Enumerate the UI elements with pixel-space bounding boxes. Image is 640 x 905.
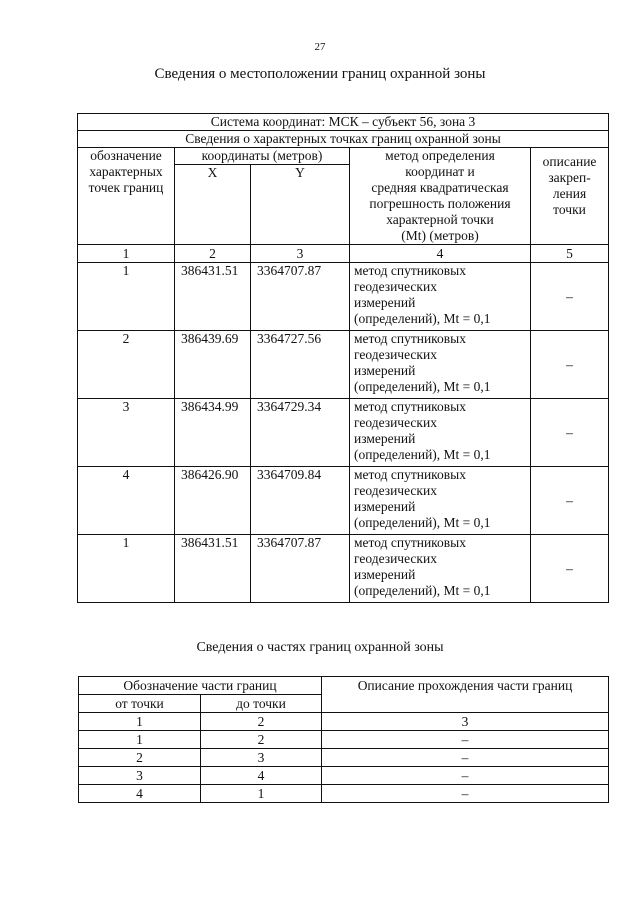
page-title: Сведения о местоположении границ охранной зоны [154,66,486,82]
point-id: 1 [78,263,175,331]
table-row [78,331,609,399]
method-cell: метод спутниковых геодезических измерений (определений), Mt = 0,1 [350,467,531,535]
method-header: метод определения координат и средняя квадратическая погрешность положения характерной точки (Mt) (метров) [350,148,531,245]
from-point-cell: 4 [79,785,201,803]
column-number: 1 [79,713,201,731]
method-cell: метод спутниковых геодезических измерений (определений), Mt = 0,1 [350,535,531,603]
column-number: 2 [175,245,251,263]
description-cell: – [531,263,609,331]
point-id: 1 [78,535,175,603]
y-value: 3364729.34 [251,399,350,467]
description-cell: – [531,535,609,603]
column-number: 4 [350,245,531,263]
column-number: 3 [322,713,609,731]
point-id: 4 [78,467,175,535]
to-point-cell: 3 [201,749,322,767]
description-cell: – [531,467,609,535]
points-section-caption: Сведения о характерных точках границ охранной зоны [78,131,609,148]
part-description-cell: – [322,749,609,767]
x-value: 386431.51 [175,535,251,603]
method-cell: метод спутниковых геодезических измерений (определений), Mt = 0,1 [350,331,531,399]
from-point-cell: 1 [79,731,201,749]
parts-section-title: Сведения о частях границ охранной зоны [196,640,444,655]
x-value: 386431.51 [175,263,251,331]
description-cell: – [531,399,609,467]
y-value: 3364707.87 [251,535,350,603]
table-row [79,731,609,749]
method-cell: метод спутниковых геодезических измерений (определений), Mt = 0,1 [350,263,531,331]
x-value: 386426.90 [175,467,251,535]
from-point-header: от точки [79,695,201,713]
from-point-cell: 3 [79,767,201,785]
column-number: 3 [251,245,350,263]
y-header: Y [251,165,350,245]
to-point-cell: 1 [201,785,322,803]
part-designation-header: Обозначение части границ [79,677,322,695]
column-number: 1 [78,245,175,263]
boundary-points-table [77,113,609,603]
table-row [79,749,609,767]
part-description-header: Описание прохождения части границ [322,677,609,713]
x-header: X [175,165,251,245]
description-header: описание закреп- ления точки [531,148,609,245]
designation-header: обозначение характерных точек границ [78,148,175,245]
table-row [79,767,609,785]
from-point-cell: 2 [79,749,201,767]
coordinate-system-caption: Система координат: МСК – субъект 56, зона 3 [78,114,609,131]
column-number-row [79,713,609,731]
part-description-cell: – [322,785,609,803]
method-cell: метод спутниковых геодезических измерений (определений), Mt = 0,1 [350,399,531,467]
table-row [79,785,609,803]
column-number-row [78,245,609,263]
x-value: 386439.69 [175,331,251,399]
point-id: 2 [78,331,175,399]
table-row [78,399,609,467]
part-description-cell: – [322,767,609,785]
table-row [78,467,609,535]
point-id: 3 [78,399,175,467]
column-number: 2 [201,713,322,731]
y-value: 3364727.56 [251,331,350,399]
table-row [78,535,609,603]
y-value: 3364707.87 [251,263,350,331]
column-number: 5 [531,245,609,263]
to-point-cell: 2 [201,731,322,749]
boundary-parts-table [78,676,609,803]
to-point-header: до точки [201,695,322,713]
page-number: 27 [314,41,326,53]
description-cell: – [531,331,609,399]
to-point-cell: 4 [201,767,322,785]
part-description-cell: – [322,731,609,749]
table-row [78,263,609,331]
coordinates-header: координаты (метров) [175,148,350,165]
y-value: 3364709.84 [251,467,350,535]
x-value: 386434.99 [175,399,251,467]
